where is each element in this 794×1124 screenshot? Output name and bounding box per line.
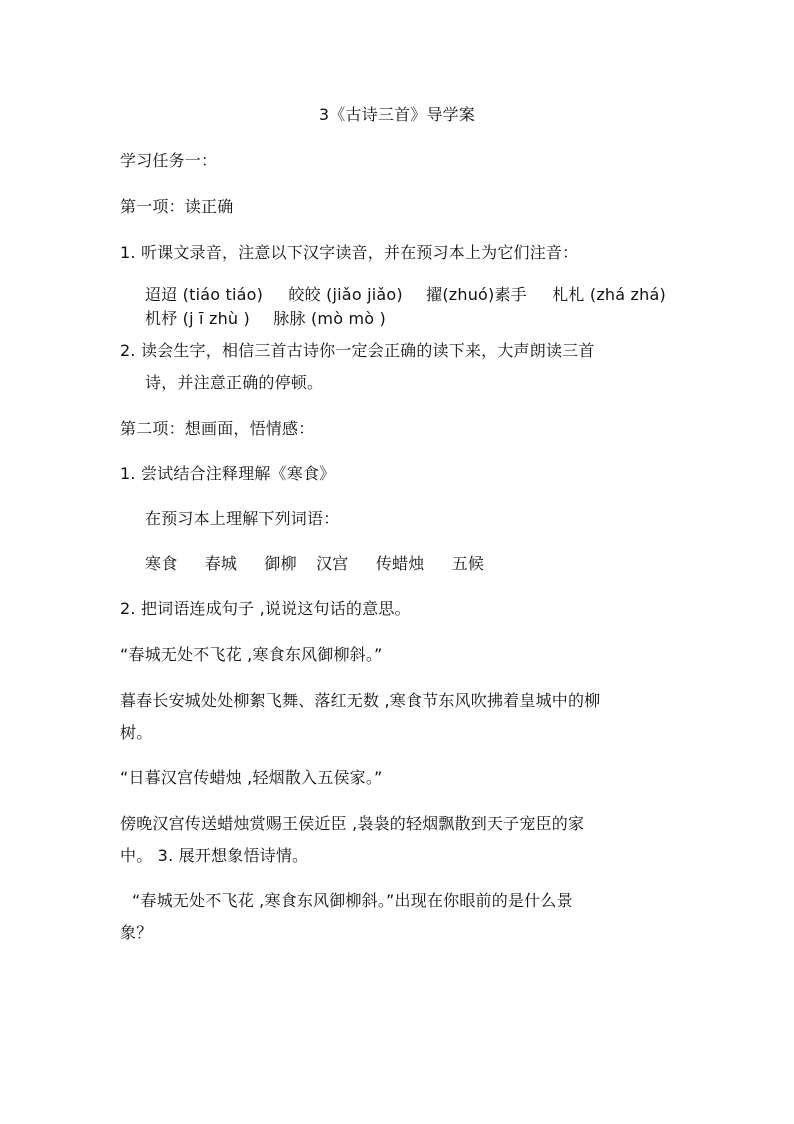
pinyin-word: 擢(zhuó)素手 <box>426 285 527 304</box>
page-title: 3《古诗三首》导学案 <box>318 105 476 124</box>
section1-heading: 第一项：读正确 <box>120 197 234 216</box>
section2-heading: 第二项：想画面，悟情感： <box>120 419 315 438</box>
vocab-word: 御柳 <box>264 554 297 573</box>
section1-item2-line2: 诗，并注意正确的停顿。 <box>145 373 324 392</box>
explanation-1-line2: 树。 <box>120 723 153 742</box>
pinyin-row-2 <box>145 308 386 330</box>
vocab-word: 春城 <box>204 554 238 573</box>
vocab-row <box>145 553 484 575</box>
quote-1: “春城无处不飞花 ,寒食东风御柳斜。” <box>120 645 383 664</box>
pinyin-word: 迢迢 (tiáo tiáo) <box>145 285 264 304</box>
sub-instruction: 在预习本上理解下列词语： <box>145 509 340 528</box>
vocab-word: 汉宫 <box>316 554 349 573</box>
vocab-word: 传蜡烛 <box>375 554 425 573</box>
question-line1: “春城无处不飞花 ,寒食东风御柳斜。”出现在你眼前的是什么景 <box>132 891 573 910</box>
question-line2: 象？ <box>120 923 153 942</box>
pinyin-word: 脉脉 (mò mò ) <box>273 309 386 328</box>
task-heading: 学习任务一： <box>120 151 218 170</box>
explanation-1-line1: 暮春长安城处处柳絮飞舞、落红无数 ,寒食节东风吹拂着皇城中的柳 <box>120 691 601 710</box>
pinyin-word: 札札 (zhá zhá) <box>552 285 666 304</box>
pinyin-word: 机杼 (j ī zhù ) <box>145 309 250 328</box>
pinyin-row-1 <box>145 284 666 306</box>
section2-item1: 1. 尝试结合注释理解《寒食》 <box>120 464 336 483</box>
explanation-2-line1: 傍晚汉宫传送蜡烛赏赐王侯近臣 ,袅袅的轻烟飘散到天子宠臣的家 <box>120 814 585 833</box>
section1-item1: 1. 听课文录音，注意以下汉字读音，并在预习本上为它们注音： <box>120 243 579 262</box>
vocab-word: 五候 <box>451 554 485 573</box>
section1-item2-line1: 2. 读会生字，相信三首古诗你一定会正确的读下来，大声朗读三首 <box>120 341 595 360</box>
pinyin-word: 皎皎 (jiǎo jiǎo) <box>288 285 403 304</box>
explanation-2-line2: 中。 3. 展开想象悟诗情。 <box>120 846 309 865</box>
quote-2: “日暮汉宫传蜡烛 ,轻烟散入五侯家。” <box>120 768 383 787</box>
vocab-word: 寒食 <box>145 554 178 573</box>
section2-item2: 2. 把词语连成句子 ,说说这句话的意思。 <box>120 599 411 618</box>
